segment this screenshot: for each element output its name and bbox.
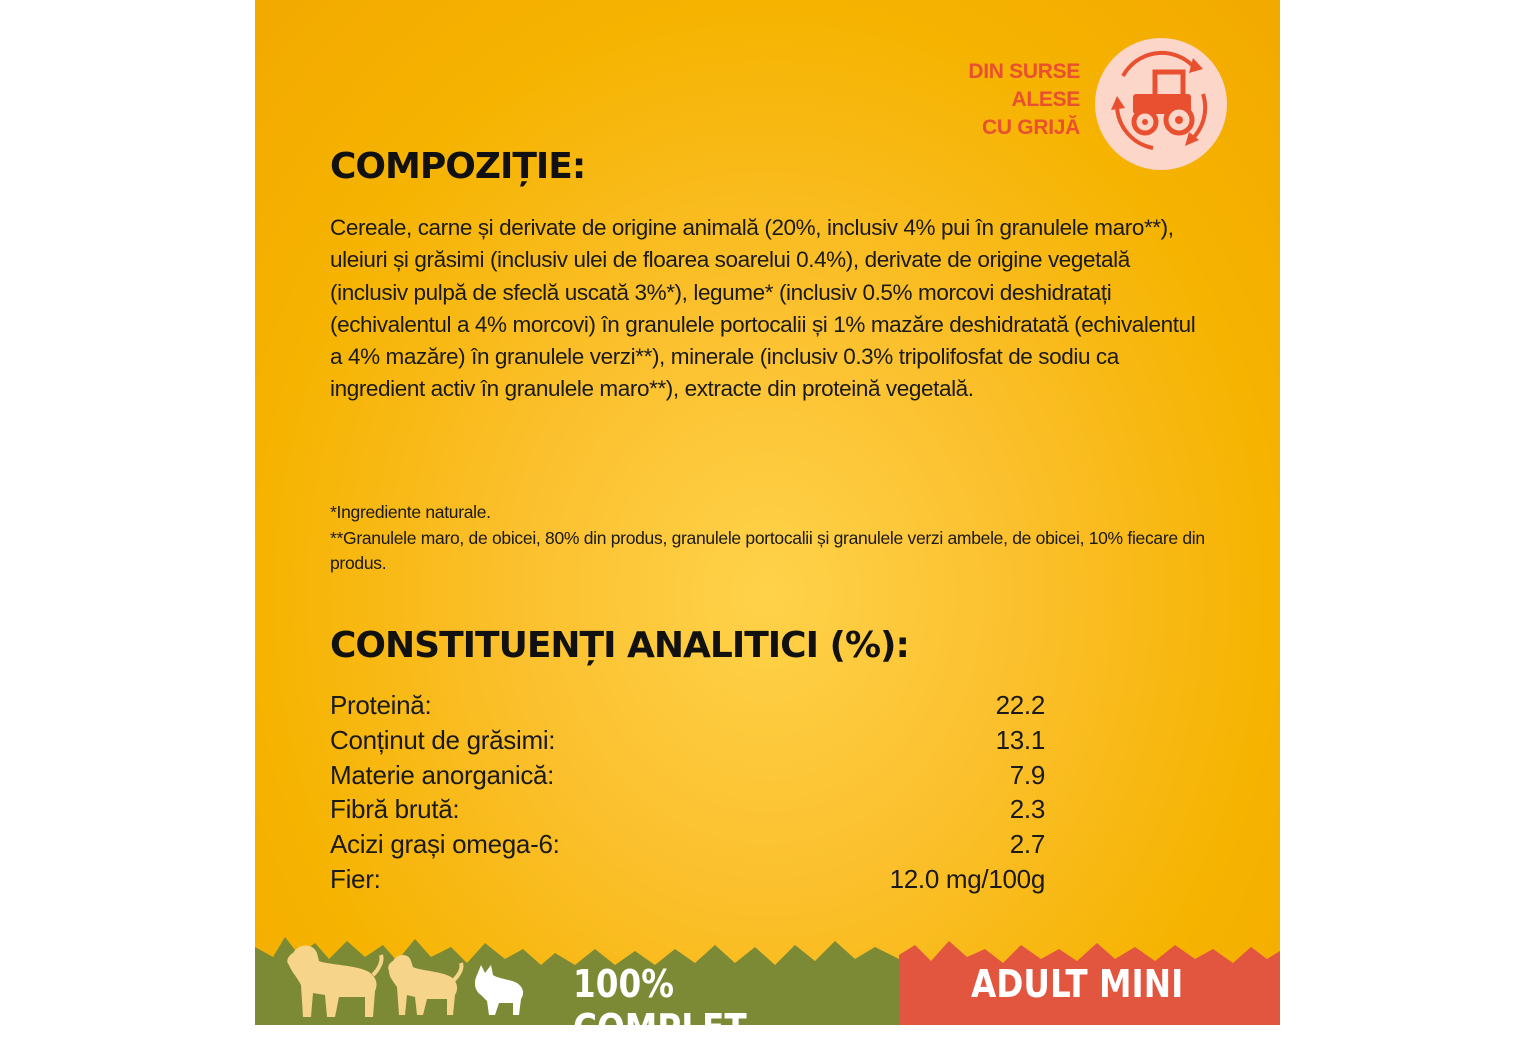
- analysis-row-omega6: [330, 829, 1045, 864]
- composition-text: Cereale, carne și derivate de origine animală (20%, inclusiv 4% pui în granulele maro**), uleiuri și grăsimi (inclusiv ulei de floarea soarelui 0.4%), derivate de origine vegetală (inclusiv pulpă de sfeclă uscată 3%*), legume* (inclusiv 0.5% morcovi deshidratați (echivalentul a 4% morcovi) în granulele portocalii și 1% mazăre deshidratată (echivalentul a 4% mazăre) în granulele verzi**), minerale (inclusiv 0.3% tripolifosfat de sodiu ca ingredient activ în granulele maro**), extracte din proteină vegetală.: [330, 215, 1196, 402]
- footnotes: [330, 500, 1210, 577]
- row-value: 13.1: [995, 724, 1045, 755]
- row-label: Fier:: [330, 863, 381, 894]
- sourcing-badge-text: [860, 58, 1080, 142]
- analysis-row-iron: [330, 864, 1045, 899]
- row-label: Conținut de grăsimi:: [330, 724, 556, 755]
- composition-heading: COMPOZIȚIE:: [330, 146, 586, 187]
- badge-line-2: ALESE: [1011, 88, 1080, 111]
- row-label: Proteină:: [330, 690, 432, 720]
- badge-line-3: CU GRIJĂ: [982, 116, 1080, 139]
- analysis-row-ash: [330, 760, 1045, 795]
- row-value: 7.9: [1009, 759, 1045, 790]
- row-label: Acizi grași omega-6:: [330, 829, 560, 860]
- tractor-recycle-icon: [1093, 36, 1229, 172]
- analysis-row-fibre: [330, 794, 1045, 829]
- badge-line-1: DIN SURSE: [968, 60, 1080, 83]
- row-label: Materie anorganică:: [330, 759, 555, 790]
- row-label: Fibră brută:: [330, 794, 460, 825]
- row-value: 2.3: [1009, 794, 1045, 825]
- analysis-row-fat: [330, 725, 1045, 760]
- row-value: 12.0 mg/100g: [889, 863, 1045, 894]
- footnote-1: *Ingrediente naturale.: [330, 502, 491, 522]
- complete-label: 100% COMPLET: [573, 962, 747, 1050]
- product-panel: [255, 0, 1280, 1050]
- analysis-table: [330, 690, 1045, 899]
- variant-label: ADULT MINI: [971, 962, 1184, 1006]
- row-value: 22.2: [995, 690, 1045, 720]
- row-value: 2.7: [1009, 829, 1045, 860]
- footnote-2: **Granulele maro, de obicei, 80% din produs, granulele portocalii și granulele verzi ambele, de obicei, 10% fiecare din produs.: [330, 527, 1205, 573]
- analysis-heading: CONSTITUENȚI ANALITICI (%):: [330, 625, 909, 666]
- analysis-row-protein: [330, 690, 1045, 725]
